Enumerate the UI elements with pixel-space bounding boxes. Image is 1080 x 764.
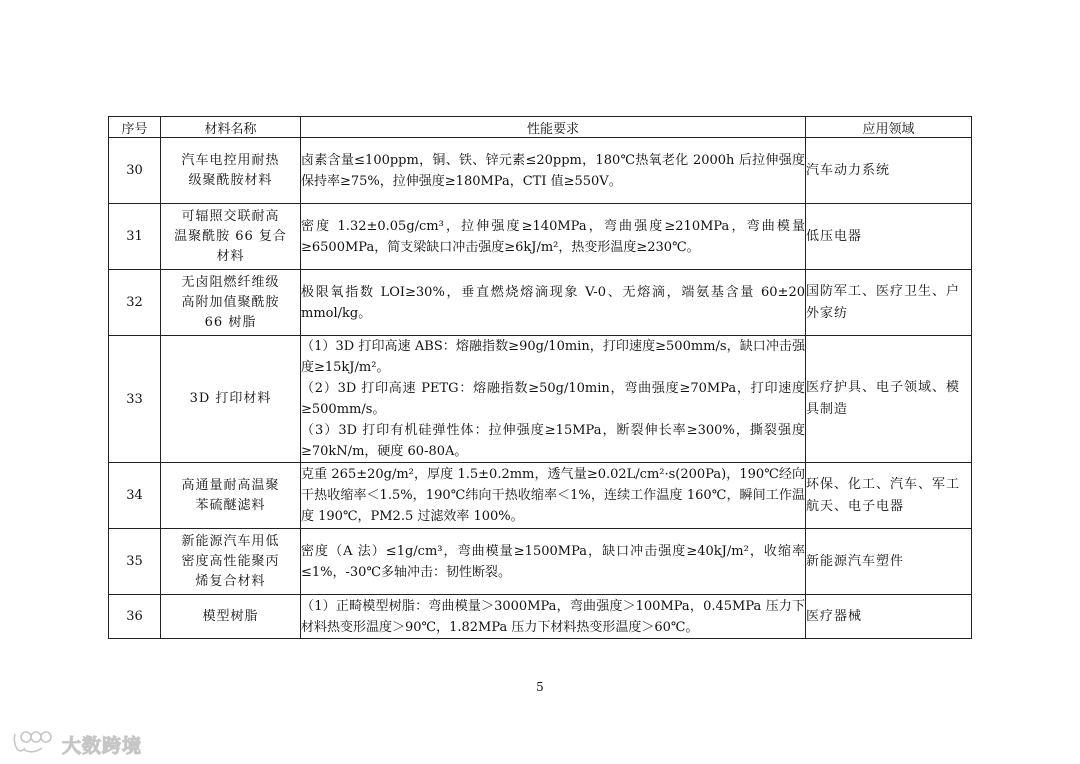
requirement-text: （1）正畸模型树脂：弯曲模量＞3000MPa，弯曲强度＞100MPa，0.45MPa 压力下材料热变形温度＞90℃，1.82MPa 压力下材料热变形温度＞60℃。: [301, 598, 805, 635]
table-header-row: [109, 117, 972, 138]
application-field: 汽车动力系统: [806, 138, 972, 204]
header-performance-requirements: 性能要求: [301, 117, 806, 138]
application-field: 新能源汽车塑件: [806, 529, 972, 595]
material-name: [161, 463, 301, 529]
material-name-line: 密度高性能聚丙: [181, 553, 280, 569]
table-row: [109, 463, 972, 529]
material-name-line: 高附加值聚酰胺: [181, 294, 280, 310]
material-name: [161, 204, 301, 270]
performance-requirements: [301, 595, 806, 639]
requirement-item: （2）3D 打印高速 PETG：熔融指数≥50g/10min，弯曲强度≥70MPa，打印速度≥500mm/s。: [301, 381, 805, 417]
requirement-text: 卤素含量≤100ppm，铜、铁、锌元素≤20ppm，180℃热氧老化 2000h 后拉伸强度保持率≥75%，拉伸强度≥180MPa，CTI 值≥550V。: [301, 152, 805, 189]
material-name-line: 烯复合材料: [195, 573, 266, 589]
requirement-text: 密度（A 法）≤1g/cm³，弯曲模量≥1500MPa，缺口冲击强度≥40kJ/m²，收缩率≤1%，-30℃多轴冲击：韧性断裂。: [301, 543, 805, 580]
performance-requirements: [301, 336, 806, 463]
material-name-line: 3D 打印材料: [189, 391, 272, 406]
application-field: 医疗护具、电子领域、模具制造: [806, 336, 972, 463]
performance-requirements: [301, 463, 806, 529]
material-name-line: 66 树脂: [204, 314, 257, 330]
application-field: 国防军工、医疗卫生、户外家纺: [806, 270, 972, 336]
material-name: [161, 138, 301, 204]
header-application-field: 应用领域: [806, 117, 972, 138]
material-name-line: 模型树脂: [202, 608, 259, 624]
material-name-line: 汽车电控用耐热: [181, 152, 280, 168]
row-number: 31: [109, 204, 161, 270]
performance-requirements: [301, 270, 806, 336]
table-row: [109, 595, 972, 639]
application-field: 医疗器械: [806, 595, 972, 639]
performance-requirements: [301, 529, 806, 595]
material-name-line: 苯硫醚滤料: [195, 497, 266, 513]
page-number: 5: [536, 680, 544, 694]
material-name: [161, 336, 301, 463]
watermark: [12, 730, 142, 758]
requirement-item: （1）3D 打印高速 ABS：熔融指数≥90g/10min，打印速度≥500mm/s，缺口冲击强度≥15kJ/m²。: [301, 339, 805, 375]
row-number: 34: [109, 463, 161, 529]
table-row: [109, 336, 972, 463]
row-number: 30: [109, 138, 161, 204]
watermark-text: 大数跨境: [62, 734, 143, 757]
table-row: [109, 204, 972, 270]
row-number: 36: [109, 595, 161, 639]
header-serial-number: 序号: [109, 117, 161, 138]
material-name: [161, 529, 301, 595]
materials-spec-table: [108, 116, 972, 639]
requirement-text: 密度 1.32±0.05g/cm³，拉伸强度≥140MPa，弯曲强度≥210MPa，弯曲模量≥6500MPa，简支梁缺口冲击强度≥6kJ/m²，热变形温度≥230℃。: [301, 218, 805, 255]
performance-requirements: [301, 204, 806, 270]
application-field: 低压电器: [806, 204, 972, 270]
requirement-item: （3）3D 打印有机硅弹性体：拉伸强度≥15MPa，断裂伸长率≥300%，撕裂强度≥70kN/m，硬度 60-80A。: [301, 423, 805, 459]
material-name-line: 高通量耐高温聚: [181, 477, 280, 493]
material-name: [161, 270, 301, 336]
row-number: 35: [109, 529, 161, 595]
table-row: [109, 529, 972, 595]
material-name-line: 新能源汽车用低: [181, 533, 280, 549]
requirement-text: 克重 265±20g/m²，厚度 1.5±0.2mm，透气量≥0.02L/cm²·s(200Pa)，190℃经向干热收缩率＜1.5%，190℃纬向干热收缩率＜1%，连续工作温度 160℃，瞬间工作温度 190℃，PM2.5 过滤效率 100%。: [301, 467, 805, 524]
header-material-name: 材料名称: [161, 117, 301, 138]
balloon-logo-icon: [12, 729, 56, 759]
row-number: 32: [109, 270, 161, 336]
table-row: [109, 270, 972, 336]
row-number: 33: [109, 336, 161, 463]
material-name-line: 材料: [216, 248, 245, 264]
material-name-line: 温聚酰胺 66 复合: [174, 228, 287, 244]
application-field: 环保、化工、汽车、军工航天、电子电器: [806, 463, 972, 529]
requirement-text: 极限氧指数 LOI≥30%，垂直燃烧熔滴现象 V-0、无熔滴，端氨基含量 60±20 mmol/kg。: [301, 284, 805, 321]
material-name-line: 可辐照交联耐高: [181, 208, 280, 224]
material-name: [161, 595, 301, 639]
performance-requirements: [301, 138, 806, 204]
table-row: [109, 138, 972, 204]
material-name-line: 无卤阻燃纤维级: [181, 274, 280, 290]
material-name-line: 级聚酰胺材料: [188, 172, 273, 188]
